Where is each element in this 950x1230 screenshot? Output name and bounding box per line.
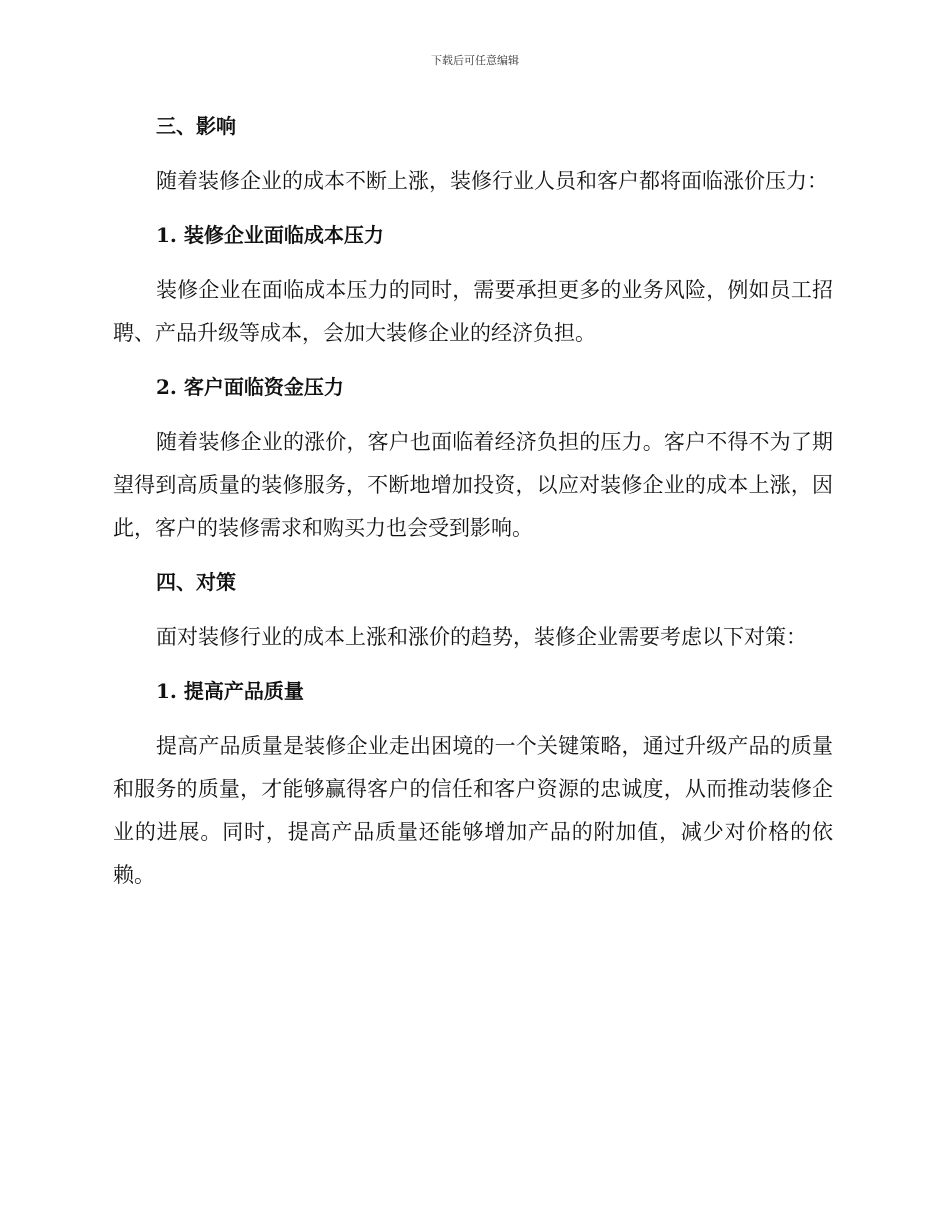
page-header: 下载后可任意编辑 (431, 54, 519, 67)
paragraph-customer-pressure: 随着装修企业的涨价，客户也面临着经济负担的压力。客户不得不为了期望得到高质量的装修服务，不断地增加投资，以应对装修企业的成本上涨，因此，客户的装修需求和购买力也会受到影响。 (113, 430, 833, 540)
subheading-customer-pressure: 2. 客户面临资金压力 (156, 375, 344, 399)
subheading-improve-quality: 1. 提高产品质量 (156, 679, 304, 703)
paragraph-improve-quality: 提高产品质量是装修企业走出困境的一个关键策略，通过升级产品的质量和服务的质量，才能够赢得客户的信任和客户资源的忠诚度，从而推动装修企业的进展。同时，提高产品质量还能够增加产品的附加值，减少对价格的依赖。 (113, 734, 833, 887)
paragraph-impact-intro: 随着装修企业的成本不断上涨，装修行业人员和客户都将面临涨价压力： (156, 169, 828, 193)
subheading-cost-pressure: 1. 装修企业面临成本压力 (156, 223, 384, 247)
paragraph-countermeasures-intro: 面对装修行业的成本上涨和涨价的趋势，装修企业需要考虑以下对策： (156, 625, 807, 649)
section-heading-countermeasures: 四、对策 (156, 570, 236, 594)
section-heading-impact: 三、影响 (156, 114, 236, 138)
paragraph-cost-pressure: 装修企业在面临成本压力的同时，需要承担更多的业务风险，例如员工招聘、产品升级等成本，会加大装修企业的经济负担。 (113, 278, 833, 345)
document-body (113, 106, 833, 909)
